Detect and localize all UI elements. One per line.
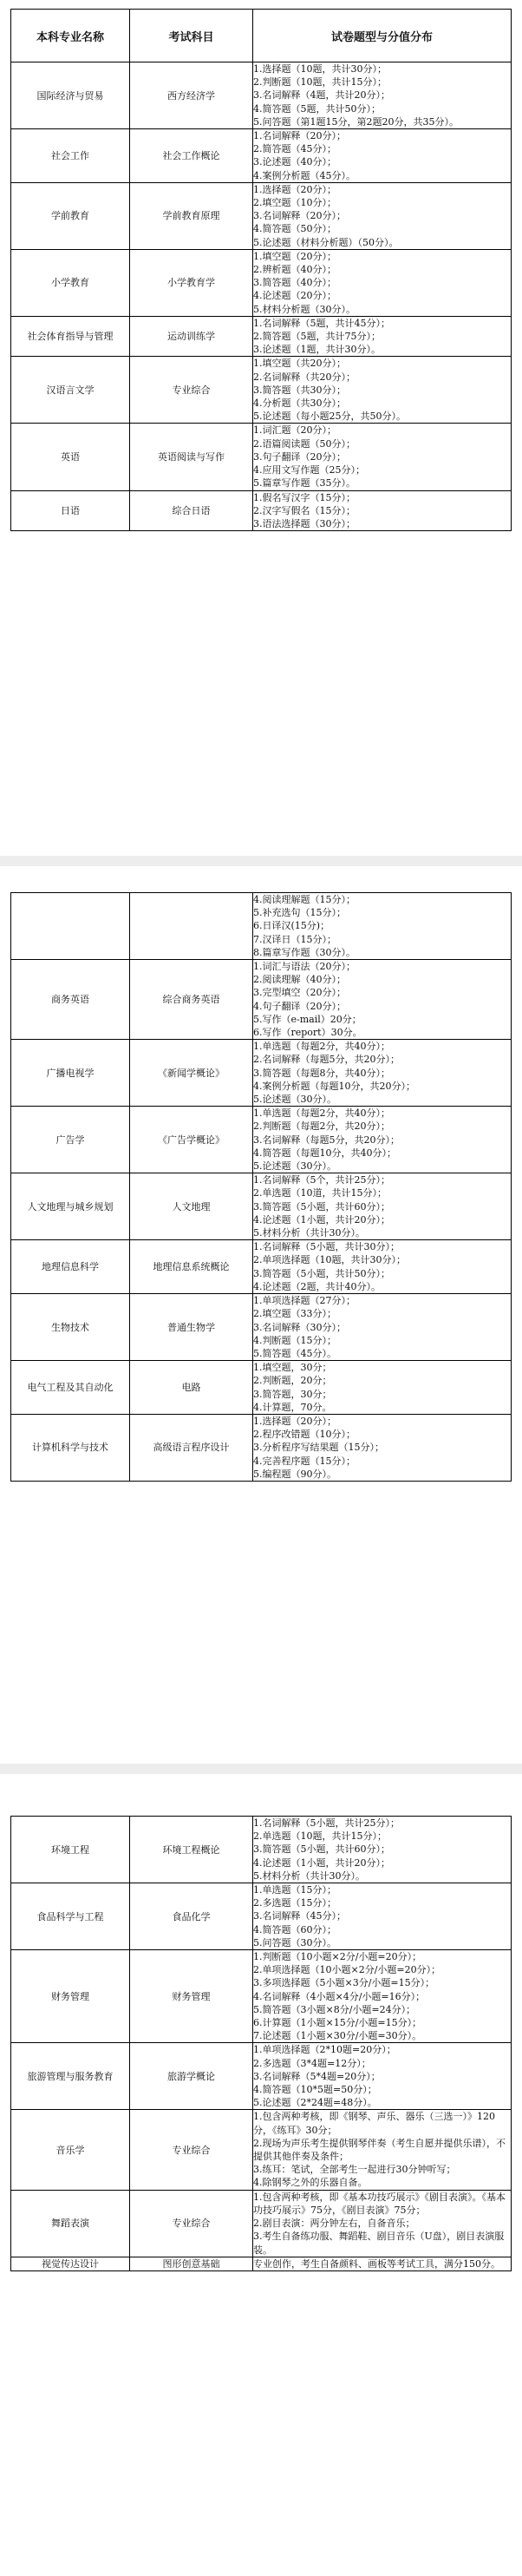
question-type-item: 4.简答题（每题10分，共40分）；: [253, 1147, 396, 1159]
question-type-item: 5.材料分析题（30分）。: [253, 303, 356, 315]
question-type-item: 1.名词解释（20分）；: [253, 130, 346, 142]
question-type-item: 3.简答题，30分；: [253, 1388, 332, 1400]
question-type-item: 2.单选题（10题，共计15分）；: [253, 1830, 387, 1843]
question-types: [253, 1294, 512, 1361]
question-type-item: 3.名词解释（20分）；: [253, 210, 346, 222]
question-type-item: 1.名词解释（5小题，共计30分）；: [253, 1241, 400, 1253]
page-3: [0, 1774, 522, 2576]
question-types: [253, 1414, 512, 1481]
question-type-item: 1.词汇与语法（20分）；: [253, 961, 356, 973]
exam-subject: 地理信息系统概论: [130, 1240, 253, 1294]
question-type-item: 1.单选题（每题2分，共40分）；: [253, 1041, 390, 1053]
question-type-item: 1.单选题（每题2分，共40分）；: [253, 1107, 390, 1120]
table-row: [11, 2257, 512, 2270]
question-type-item: 4.计算题，70分。: [253, 1401, 332, 1413]
question-type-item: 4.分析题（共30分）；: [253, 398, 346, 410]
question-types: [253, 1173, 512, 1240]
exam-subject: 图形创意基础: [130, 2257, 253, 2270]
question-type-item: 2.辨析题（40分）；: [253, 264, 336, 276]
table-row: [11, 1950, 512, 2043]
question-type-item: 5.论述题（30分）。: [253, 1160, 336, 1173]
table-row: [11, 182, 512, 249]
question-type-item: 2.语篇阅读题（50分）；: [253, 437, 356, 450]
question-type-item: 1.名词解释（5个，共计25分）；: [253, 1174, 390, 1186]
exam-subject: 普通生物学: [130, 1294, 253, 1361]
exam-subject: 专业综合: [130, 2110, 253, 2190]
exam-subject: 运动训练学: [130, 316, 253, 357]
question-type-item: 2.单项选择题（10小题×2分/小题=20分）；: [253, 1964, 441, 1976]
question-type-item: 3.练耳：笔试，全部考生一起进行30分钟听写；: [253, 2164, 456, 2176]
question-type-item: 4.句子翻译（20分）；: [253, 1000, 346, 1012]
table-row: [11, 1107, 512, 1173]
question-type-item: 6.写作（report）30分。: [253, 1027, 362, 1039]
question-type-item: 2.填空题（33分）；: [253, 1308, 336, 1320]
table-row: [11, 490, 512, 531]
question-type-item: 5.论述题（每小题25分，共50分）。: [253, 411, 406, 423]
question-types: [253, 316, 512, 357]
question-type-item: 5.简答题（3小题×8分/小题=24分）；: [253, 2003, 416, 2015]
question-type-item: 2.名词解释（共20分）；: [253, 371, 356, 383]
question-type-item: 3.简答题（40分）；: [253, 277, 336, 289]
question-type-item: 2.程序改错题（10分）；: [253, 1429, 356, 1441]
question-type-item: 2.简答题（45分）；: [253, 143, 336, 155]
question-type-item: 2.现场为声乐考生提供钢琴伴奏（考生自愿并提供乐谱），不提供其他伴奏及条件；: [253, 2137, 506, 2163]
question-type-item: 2.多选题（3*4题=12分）；: [253, 2057, 371, 2069]
question-types: [253, 490, 512, 531]
question-type-item: 4.名词解释（4小题×4分/小题=16分）；: [253, 1990, 426, 2002]
question-type-item: 4.案例分析题（45分）。: [253, 169, 356, 181]
table-row: [11, 1414, 512, 1481]
question-type-item: 4.论述题（20分）；: [253, 290, 336, 302]
question-type-item: 1.填空题，30分；: [253, 1362, 332, 1374]
question-type-item: 1.填空题（共20分）；: [253, 358, 346, 370]
table-row: [11, 1294, 512, 1361]
question-type-item: 1.单项选择题（27分）；: [253, 1295, 356, 1307]
question-types: [253, 1240, 512, 1294]
table-row: [11, 316, 512, 357]
major-name: 英语: [11, 424, 130, 490]
question-type-item: 5.编程题（90分）。: [253, 1468, 336, 1480]
question-type-item: 4.简答题（50分）；: [253, 223, 336, 235]
question-type-item: 2.填空题（10分）；: [253, 197, 336, 209]
major-name: 日语: [11, 490, 130, 531]
question-types: [253, 424, 512, 490]
question-type-item: 1.名词解释（5小题，共计25分）；: [253, 1817, 400, 1829]
question-type-item: 2.多选题（15分）；: [253, 1897, 336, 1909]
question-types: [253, 1883, 512, 1950]
major-name: 电气工程及其自动化: [11, 1361, 130, 1415]
question-type-item: 4.阅读理解题（15分）；: [253, 894, 356, 905]
question-type-item: 1.选择题（20分）；: [253, 1415, 336, 1427]
question-types: [253, 2190, 512, 2257]
table-row: [11, 2043, 512, 2110]
major-name: 广播电视学: [11, 1040, 130, 1107]
major-name: 财务管理: [11, 1950, 130, 2043]
question-type-item: 4.完善程序题（15分）；: [253, 1455, 356, 1467]
question-type-item: 1.单选题（15分）；: [253, 1884, 336, 1896]
exam-subject: 财务管理: [130, 1950, 253, 2043]
major-name: 舞蹈表演: [11, 2190, 130, 2257]
table-row: [11, 960, 512, 1040]
question-type-item: 3.名词解释（5*4题=20分）；: [253, 2070, 381, 2082]
question-type-item: 4.判断题（15分）；: [253, 1334, 336, 1346]
question-type-item: 1.假名写汉字（15分）；: [253, 491, 356, 503]
major-name: 社会工作: [11, 129, 130, 183]
page-2: [0, 866, 522, 1764]
major-name: 旅游管理与服务教育: [11, 2043, 130, 2110]
exam-subject: 综合日语: [130, 490, 253, 531]
question-types: [253, 249, 512, 316]
question-type-item: 5.写作（e-mail）20分；: [253, 1013, 362, 1025]
question-type-item: 3.句子翻译（20分）；: [253, 450, 346, 463]
exam-table-1: [10, 9, 512, 531]
table-row: [11, 2110, 512, 2190]
question-type-item: 1.词汇题（20分）；: [253, 424, 336, 437]
question-type-item: 3.论述题（40分）；: [253, 156, 336, 168]
exam-subject: 综合商务英语: [130, 960, 253, 1040]
major-name: 计算机科学与技术: [11, 1414, 130, 1481]
exam-subject: 英语阅读与写作: [130, 424, 253, 490]
question-type-item: 3.分析程序写结果题（15分）；: [253, 1442, 384, 1454]
question-types: [253, 1361, 512, 1415]
question-types: [253, 893, 512, 960]
table-row: [11, 249, 512, 316]
question-types: [253, 1040, 512, 1107]
question-type-item: 5.论述题（30分）。: [253, 1094, 336, 1106]
major-name: 食品科学与工程: [11, 1883, 130, 1950]
major-name: 商务英语: [11, 960, 130, 1040]
exam-subject: [130, 893, 253, 960]
question-types: [253, 960, 512, 1040]
major-name: 视觉传达设计: [11, 2257, 130, 2270]
table-row: [11, 424, 512, 490]
exam-table-3: [10, 1816, 512, 2271]
question-types: [253, 2257, 512, 2270]
question-type-item: 1.判断题（10小题×2分/小题=20分）；: [253, 1951, 422, 1963]
question-type-item: 2.阅读理解（40分）；: [253, 974, 346, 986]
question-type-item: 1.选择题（20分）；: [253, 183, 336, 195]
exam-subject: 专业综合: [130, 357, 253, 424]
question-type-item: 5.问答题（30分）。: [253, 1936, 336, 1948]
exam-subject: 社会工作概论: [130, 129, 253, 183]
question-type-item: 3.完型填空（20分）；: [253, 987, 346, 999]
question-type-item: 3.名词解释（45分）；: [253, 1910, 346, 1922]
question-type-item: 3.简答题（共30分）；: [253, 384, 346, 396]
table-row: [11, 62, 512, 129]
table-row: [11, 1361, 512, 1415]
major-name: 小学教育: [11, 249, 130, 316]
question-type-item: 4.论述题（1小题，共计20分）；: [253, 1856, 390, 1869]
page-separator-1: [0, 856, 522, 866]
exam-table-2: [10, 892, 512, 1482]
exam-subject: 学前教育原理: [130, 182, 253, 249]
major-name: 国际经济与贸易: [11, 62, 130, 129]
major-name: [11, 893, 130, 960]
table-row: [11, 1817, 512, 1883]
question-type-item: 2.名词解释（每题5分，共20分）；: [253, 1054, 400, 1066]
table-row: [11, 1240, 512, 1294]
question-type-item: 8.篇章写作题（30分）。: [253, 946, 356, 958]
header-major: 本科专业名称: [11, 10, 130, 62]
table-row: [11, 1040, 512, 1107]
question-types: [253, 182, 512, 249]
question-type-item: 2.简答题（5题，共计75分）；: [253, 331, 381, 343]
page-1: [0, 0, 522, 856]
question-type-item: 3.论述题（1题，共计30分）。: [253, 344, 381, 356]
question-type-item: 3.名词解释（4题，共计20分）；: [253, 89, 390, 102]
question-type-item: 2.汉字写假名（15分）；: [253, 504, 356, 516]
question-types: [253, 2043, 512, 2110]
exam-subject: 专业综合: [130, 2190, 253, 2257]
header-items: 试卷题型与分值分布: [253, 10, 512, 62]
question-type-item: 1.单项选择题（2*10题=20分）；: [253, 2044, 396, 2056]
question-type-item: 4.简答题（5题，共计50分）；: [253, 102, 381, 115]
question-type-item: 6.日译汉(15分)；: [253, 920, 330, 932]
table-row: [11, 893, 512, 960]
major-name: 汉语言文学: [11, 357, 130, 424]
major-name: 社会体育指导与管理: [11, 316, 130, 357]
question-type-item: 1.包含两种考核，即《钢琴、声乐、器乐（三选一）》120分，《练耳》30分；: [253, 2111, 495, 2136]
question-types: [253, 1817, 512, 1883]
question-type-item: 2.单项选择题（10题，共计30分）；: [253, 1254, 406, 1266]
major-name: 地理信息科学: [11, 1240, 130, 1294]
question-type-item: 5.论述题（材料分析题）（50分）。: [253, 236, 399, 248]
major-name: 生物技术: [11, 1294, 130, 1361]
question-type-item: 5.论述题（2*24题=48分）。: [253, 2097, 377, 2109]
table-row: [11, 2190, 512, 2257]
question-type-item: 2.剧目表演：两分钟左右，自备音乐；: [253, 2218, 415, 2230]
question-types: [253, 62, 512, 129]
exam-subject: 《广告学概论》: [130, 1107, 253, 1173]
exam-subject: 西方经济学: [130, 62, 253, 129]
question-type-item: 1.选择题（10题，共计30分）；: [253, 63, 387, 75]
exam-subject: 人文地理: [130, 1173, 253, 1240]
question-type-item: 2.判断题，20分；: [253, 1375, 332, 1387]
question-types: [253, 2110, 512, 2190]
exam-subject: 小学教育学: [130, 249, 253, 316]
table-row: [11, 1883, 512, 1950]
question-type-item: 1.填空题（20分）；: [253, 250, 336, 262]
question-type-item: 4.除钢琴之外的乐器自备。: [253, 2177, 368, 2189]
table-row: [11, 129, 512, 183]
question-type-item: 4.论述题（2题，共计40分）。: [253, 1280, 381, 1292]
question-types: [253, 357, 512, 424]
question-type-item: 4.简答题（10*5题=50分）；: [253, 2084, 377, 2096]
exam-subject: 电路: [130, 1361, 253, 1415]
table-row: [11, 1173, 512, 1240]
question-type-item: 7.汉译日（15分）；: [253, 933, 336, 945]
question-type-item: 5.问答题（第1题15分，第2题20分，共35分）。: [253, 115, 459, 128]
question-type-item: 1.包含两种考核，即《基本功技巧展示》《剧目表演》。《基本功技巧展示》75分，《剧目表演》75分；: [253, 2191, 506, 2216]
question-type-item: 3.简答题（5小题，共计60分）；: [253, 1843, 390, 1856]
question-type-item: 5.材料分析（共计30分）。: [253, 1870, 365, 1882]
question-types: [253, 1107, 512, 1173]
table-header-row: [11, 10, 512, 62]
exam-subject: 食品化学: [130, 1883, 253, 1950]
table-row: [11, 357, 512, 424]
question-type-item: 专业创作，考生自备颜料、画板等考试工具，满分150分。: [253, 2257, 500, 2270]
question-type-item: 5.补充选句（15分）；: [253, 907, 346, 919]
question-type-item: 4.案例分析题（每题10分，共20分）；: [253, 1080, 415, 1092]
major-name: 学前教育: [11, 182, 130, 249]
header-subject: 考试科目: [130, 10, 253, 62]
question-type-item: 1.名词解释（5题，共计45分）；: [253, 317, 390, 329]
exam-subject: 《新闻学概论》: [130, 1040, 253, 1107]
question-type-item: 3.多项选择题（5小题×3分/小题=15分）；: [253, 1977, 435, 1989]
question-type-item: 3.简答题（每题8分，共40分）；: [253, 1067, 390, 1079]
page-separator-2: [0, 1764, 522, 1774]
question-type-item: 3.名词解释（每题5分，共20分）；: [253, 1134, 400, 1146]
question-type-item: 2.判断题（每题2分，共20分）；: [253, 1120, 390, 1133]
exam-subject: 高级语言程序设计: [130, 1414, 253, 1481]
question-type-item: 3.考生自备练功服、舞蹈鞋、剧目音乐（U盘），剧目表演服装。: [253, 2231, 505, 2256]
major-name: 环境工程: [11, 1817, 130, 1883]
question-type-item: 2.单选题（10道，共计15分）；: [253, 1187, 387, 1199]
question-type-item: 4.简答题（60分）；: [253, 1923, 336, 1935]
question-type-item: 4.论述题（1小题，共计20分）；: [253, 1213, 390, 1226]
question-type-item: 5.材料分析（共计30分）。: [253, 1227, 365, 1239]
major-name: 广告学: [11, 1107, 130, 1173]
question-type-item: 2.判断题（10题，共计15分）；: [253, 76, 387, 89]
question-type-item: 7.论述题（1小题×30分/小题=30分）。: [253, 2030, 422, 2042]
question-type-item: 5.篇章写作题（35分）。: [253, 477, 356, 490]
question-type-item: 5.简答题（45分）。: [253, 1347, 336, 1359]
question-type-item: 3.简答题（5小题，共计60分）；: [253, 1200, 390, 1212]
question-types: [253, 1950, 512, 2043]
question-type-item: 3.语法选择题（30分）；: [253, 517, 356, 529]
question-type-item: 6.计算题（1小题×15分/小题=15分）；: [253, 2017, 422, 2029]
major-name: 音乐学: [11, 2110, 130, 2190]
question-type-item: 3.简答题（5小题，共计50分）；: [253, 1267, 390, 1279]
exam-subject: 旅游学概论: [130, 2043, 253, 2110]
question-type-item: 4.应用文写作题（25分）；: [253, 464, 365, 476]
question-type-item: 3.名词解释（30分）；: [253, 1321, 346, 1333]
major-name: 人文地理与城乡规划: [11, 1173, 130, 1240]
question-types: [253, 129, 512, 183]
exam-subject: 环境工程概论: [130, 1817, 253, 1883]
